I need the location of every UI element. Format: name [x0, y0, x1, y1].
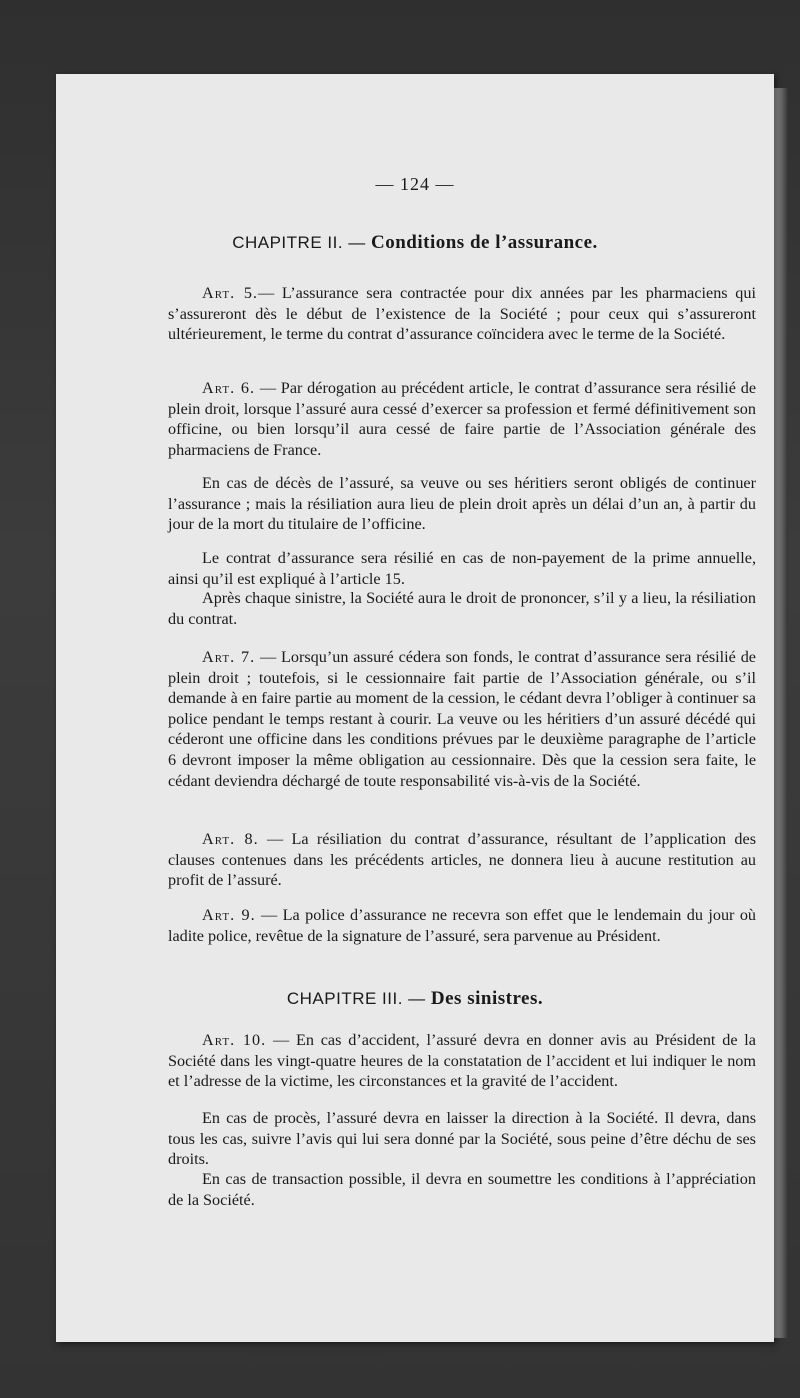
article-10 — [168, 1030, 756, 1092]
article-6-paragraph-4: Après chaque sinistre, la Société aura le droit de prononcer, s’il y a lieu, la résiliation du contrat. — [168, 589, 756, 628]
article-7 — [168, 647, 756, 791]
article-10-label: Art. 10. — [202, 1031, 267, 1049]
chapter-3-title: Des sinistres. — [430, 988, 544, 1009]
article-5-text: — L’assurance sera contractée pour dix années par les pharmaciens qui s’assureront dès le début de l’existence de la Société ; pour ceux qui s’assureront ultérieurement, le terme du contrat d’assurance coïncidera avec le terme de la Société. — [168, 284, 756, 344]
article-9-label: Art. 9. — [202, 906, 256, 924]
chapter-2-prefix: CHAPITRE II. — — [232, 233, 371, 252]
article-8-text: — La résiliation du contrat d’assurance, résultant de l’application des clauses contenues dans les précédents articles, ne donnera lieu à aucune restitution au profit de l’assuré. — [168, 830, 756, 890]
article-5 — [168, 283, 756, 345]
article-10-text: — En cas d’accident, l’assuré devra en donner avis au Président de la Société dans les vingt-quatre heures de la constatation de l’accident et lui indiquer le nom et l’adresse de la victime, les circonstances et la gravité de l’accident. — [168, 1031, 756, 1091]
article-6 — [168, 378, 756, 460]
chapter-3-heading — [56, 988, 774, 1010]
article-6-label: Art. 6. — [202, 379, 256, 397]
document-page — [56, 74, 774, 1342]
article-6-paragraph-2: En cas de décès de l’assuré, sa veuve ou ses héritiers seront obligés de continuer l’assurance ; mais la résiliation aura lieu de plein droit après un délai d’un an, à partir du jour de la mort du titulaire de l’officine. — [168, 474, 756, 534]
chapter-2-heading — [56, 232, 774, 254]
article-6-paragraph-3: Le contrat d’assurance sera résilié en cas de non-payement de la prime annuelle, ainsi qu’il est expliqué à l’article 15. — [168, 549, 756, 588]
article-9-text: — La police d’assurance ne recevra son effet que le lendemain du jour où ladite police, revêtue de la signature de l’assuré, sera parvenue au Président. — [168, 906, 757, 945]
article-10-paragraph-2: En cas de procès, l’assuré devra en laisser la direction à la Société. Il devra, dans tous les cas, suivre l’avis qui lui sera donné par la Société, sous peine d’être déchu de ses droits. — [168, 1109, 756, 1169]
article-7-label: Art. 7. — [202, 648, 256, 666]
article-6-text: — Par dérogation au précédent article, le contrat d’assurance sera résilié de plein droit, lorsque l’assuré aura cessé d’exercer sa profession et fermé définitivement son officine, ou bien lorsqu’il aura cessé de faire partie de l’Association générale des pharmaciens de France. — [168, 379, 756, 459]
article-5-label: Art. 5. — [202, 284, 258, 302]
article-8 — [168, 829, 756, 891]
article-8-label: Art. 8. — [202, 830, 259, 848]
article-7-text: — Lorsqu’un assuré cédera son fonds, le contrat d’assurance sera résilié de plein droit ; toutefois, si le cessionnaire fait partie de l’Association générale, ou s’il demande à en faire partie au moment de la cession, le cédant devra l’obliger à continuer sa police pendant le temps restant à courir. La veuve ou les héritiers d’un assuré décédé qui céderont une officine dans les conditions prévues par le deuxième paragraphe de l’article 6 devront imposer la même obligation au cessionnaire. Dès que la cession sera faite, le cédant deviendra déchargé de toute responsabilité vis-à-vis de la Société. — [168, 648, 756, 790]
chapter-3-prefix: CHAPITRE III. — — [286, 989, 431, 1008]
page-number: — 124 — — [375, 174, 455, 194]
article-10-paragraph-3: En cas de transaction possible, il devra en soumettre les conditions à l’appréciation de la Société. — [168, 1170, 756, 1209]
chapter-2-title: Conditions de l’assurance. — [371, 232, 598, 253]
article-9 — [168, 905, 756, 946]
page-edge — [774, 88, 788, 1338]
